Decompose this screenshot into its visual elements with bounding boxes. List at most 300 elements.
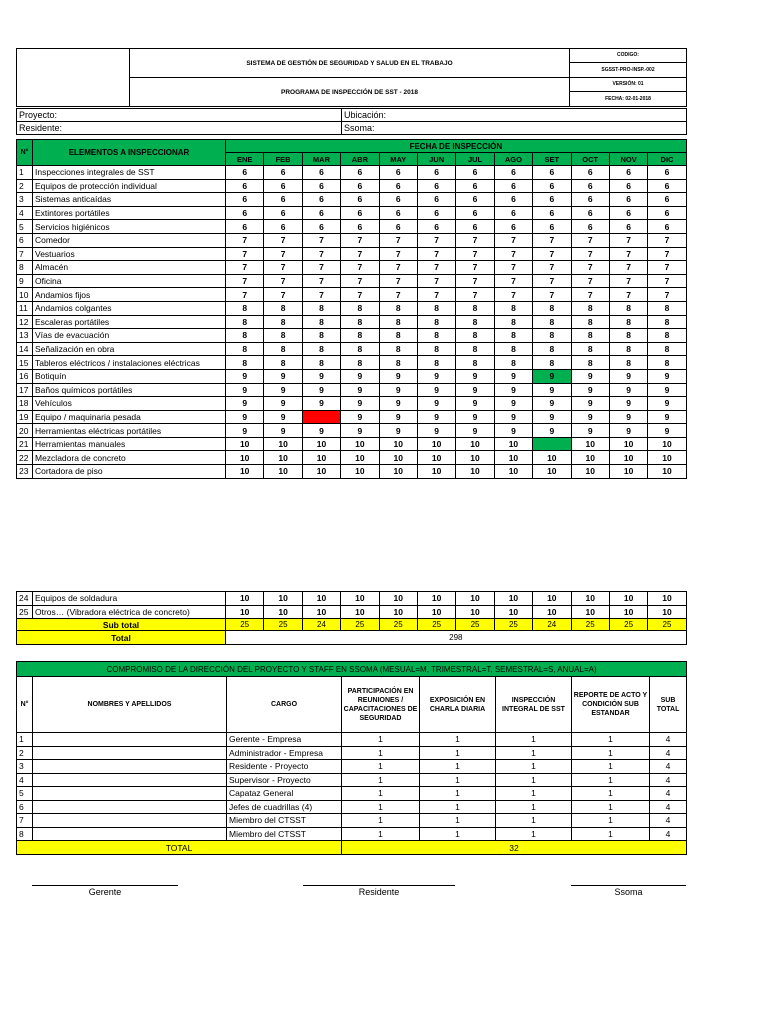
month-value: 8 — [226, 315, 264, 329]
month-value: 6 — [533, 206, 571, 220]
month-value: 6 — [302, 206, 340, 220]
inspection-row — [17, 220, 687, 234]
inspection-row — [17, 233, 687, 247]
subtotal-value: 24 — [533, 619, 571, 631]
month-value: 7 — [571, 261, 609, 275]
month-value: 6 — [379, 179, 417, 193]
commitment-total-row — [17, 841, 687, 855]
month-value: 7 — [341, 288, 379, 302]
month-value: 8 — [456, 356, 494, 370]
month-value: 6 — [417, 166, 455, 180]
month-value: 9 — [609, 369, 647, 383]
month-value: 10 — [341, 592, 379, 606]
month-value: 7 — [302, 247, 340, 261]
month-value: 6 — [609, 206, 647, 220]
commitment-value: 1 — [342, 814, 420, 828]
month-value: 10 — [226, 605, 264, 619]
month-value: 9 — [379, 410, 417, 424]
element-name: Almacén — [33, 261, 226, 275]
month-value: 8 — [264, 301, 302, 315]
col-date-header: FECHA DE INSPECCIÓN — [226, 140, 687, 153]
month-value: 9 — [341, 410, 379, 424]
month-value: 10 — [648, 451, 686, 465]
inspection-row — [17, 301, 687, 315]
month-value: 7 — [571, 233, 609, 247]
cargo-cell: Miembro del CTSST — [227, 827, 342, 841]
commitment-value: 1 — [342, 733, 420, 747]
month-value: 9 — [494, 383, 532, 397]
inspection-row — [17, 315, 687, 329]
month-value: 10 — [494, 465, 532, 479]
month-value: 9 — [264, 424, 302, 438]
month-value: 10 — [571, 592, 609, 606]
month-value: 8 — [379, 329, 417, 343]
month-value: 7 — [533, 247, 571, 261]
row-number: 2 — [17, 179, 33, 193]
element-name: Mezcladora de concreto — [33, 451, 226, 465]
month-value: 10 — [648, 605, 686, 619]
row-number: 6 — [17, 233, 33, 247]
inspection-row — [17, 465, 687, 479]
month-value: 6 — [648, 179, 686, 193]
month-value: 9 — [379, 397, 417, 411]
inspection-row — [17, 356, 687, 370]
month-value: 8 — [533, 342, 571, 356]
col-inspection-header: INSPECCIÓN INTEGRAL DE SST — [496, 677, 572, 733]
row-number: 20 — [17, 424, 33, 438]
month-value: 9 — [571, 383, 609, 397]
commitment-value: 1 — [342, 746, 420, 760]
row-number: 14 — [17, 342, 33, 356]
month-value: 7 — [648, 288, 686, 302]
month-value: 9 — [533, 369, 571, 383]
month-value: 9 — [571, 424, 609, 438]
month-value: 7 — [226, 288, 264, 302]
month-value: 7 — [379, 247, 417, 261]
row-number: 22 — [17, 451, 33, 465]
month-value: 6 — [341, 166, 379, 180]
name-cell — [33, 827, 227, 841]
element-name: Sistemas anticaídas — [33, 193, 226, 207]
commitment-value: 1 — [496, 760, 572, 774]
name-cell — [33, 773, 227, 787]
fecha-label: FECHA: 02-01-2018 — [605, 96, 651, 102]
month-value: 6 — [302, 193, 340, 207]
month-value: 6 — [533, 193, 571, 207]
name-cell — [33, 800, 227, 814]
row-number: 2 — [17, 746, 33, 760]
commitment-value: 1 — [572, 746, 650, 760]
month-value: 8 — [417, 356, 455, 370]
commitment-value: 1 — [420, 733, 496, 747]
row-number: 25 — [17, 605, 33, 619]
month-header: NOV — [609, 153, 647, 166]
month-value: 9 — [341, 369, 379, 383]
codigo-value: SGSST-PRO-INSP.-002 — [601, 67, 655, 73]
month-value: 7 — [494, 261, 532, 275]
month-value: 9 — [379, 369, 417, 383]
month-value: 7 — [417, 233, 455, 247]
element-name: Herramientas eléctricas portátiles — [33, 424, 226, 438]
commitment-row — [17, 773, 687, 787]
month-value: 6 — [648, 220, 686, 234]
month-value: 9 — [494, 410, 532, 424]
row-number: 18 — [17, 397, 33, 411]
month-value: 6 — [571, 206, 609, 220]
month-value: 9 — [648, 397, 686, 411]
month-header: SET — [533, 153, 571, 166]
month-value: 8 — [571, 342, 609, 356]
commitment-row — [17, 787, 687, 801]
element-name: Servicios higiénicos — [33, 220, 226, 234]
month-value: 10 — [302, 592, 340, 606]
month-value: 9 — [456, 383, 494, 397]
month-value: 7 — [302, 274, 340, 288]
col-no-header: N° — [17, 140, 33, 166]
element-name: Andamios fijos — [33, 288, 226, 302]
row-number: 9 — [17, 274, 33, 288]
col-report-header: REPORTE DE ACTO Y CONDICIÓN SUB ESTANDAR — [572, 677, 650, 733]
month-value: 10 — [494, 592, 532, 606]
element-name: Otros… (Vibradora eléctrica de concreto) — [33, 605, 226, 619]
inspection-row — [17, 397, 687, 411]
element-name: Escaleras portátiles — [33, 315, 226, 329]
month-value: 9 — [417, 397, 455, 411]
inspection-row — [17, 193, 687, 207]
commitment-value: 4 — [650, 773, 687, 787]
month-value: 10 — [609, 451, 647, 465]
month-value: 8 — [456, 301, 494, 315]
month-value: 10 — [379, 465, 417, 479]
month-value: 6 — [264, 179, 302, 193]
inspection-row — [17, 451, 687, 465]
month-value: 6 — [264, 166, 302, 180]
month-value: 10 — [571, 437, 609, 451]
month-value: 9 — [226, 369, 264, 383]
subtotal-value: 25 — [417, 619, 455, 631]
month-value: 6 — [494, 206, 532, 220]
month-value: 6 — [494, 220, 532, 234]
month-value: 7 — [379, 261, 417, 275]
month-value: 6 — [456, 220, 494, 234]
row-number: 3 — [17, 760, 33, 774]
month-value: 6 — [417, 206, 455, 220]
element-name: Baños químicos portátiles — [33, 383, 226, 397]
element-name: Herramientas manuales — [33, 437, 226, 451]
month-value: 7 — [417, 247, 455, 261]
commitment-title: COMPROMISO DE LA DIRECCIÓN DEL PROYECTO Y STAFF EN SSOMA (MESUAL=M, TRIMESTRAL=T, SEMESTRAL=S, ANUAL=A) — [17, 662, 687, 677]
month-value: 7 — [302, 261, 340, 275]
month-value: 10 — [609, 465, 647, 479]
element-name: Andamios colgantes — [33, 301, 226, 315]
month-value: 6 — [264, 220, 302, 234]
month-value: 10 — [341, 451, 379, 465]
month-value: 6 — [341, 193, 379, 207]
month-value: 8 — [226, 301, 264, 315]
month-value: 6 — [264, 193, 302, 207]
month-value: 10 — [417, 592, 455, 606]
commitment-value: 1 — [496, 733, 572, 747]
month-value: 7 — [494, 288, 532, 302]
month-value: 7 — [379, 288, 417, 302]
month-value: 8 — [456, 329, 494, 343]
month-value: 8 — [456, 342, 494, 356]
inspection-row — [17, 247, 687, 261]
month-value: 9 — [609, 397, 647, 411]
commitment-row — [17, 814, 687, 828]
month-value: 8 — [226, 329, 264, 343]
element-name: Inspecciones integrales de SST — [33, 166, 226, 180]
month-value: 7 — [494, 247, 532, 261]
month-value: 9 — [533, 383, 571, 397]
row-number: 4 — [17, 773, 33, 787]
month-value: 10 — [379, 437, 417, 451]
month-value: 9 — [264, 397, 302, 411]
month-value: 6 — [609, 220, 647, 234]
month-value: 8 — [648, 329, 686, 343]
month-value: 7 — [533, 261, 571, 275]
month-value: 7 — [571, 247, 609, 261]
month-value: 8 — [226, 342, 264, 356]
commitment-value: 1 — [496, 787, 572, 801]
commitment-value: 1 — [572, 733, 650, 747]
month-value: 8 — [609, 342, 647, 356]
month-value: 6 — [226, 206, 264, 220]
month-value: 8 — [533, 315, 571, 329]
month-value: 7 — [226, 233, 264, 247]
month-value: 8 — [533, 301, 571, 315]
month-value: 10 — [533, 592, 571, 606]
month-value: 8 — [417, 342, 455, 356]
month-value: 10 — [264, 592, 302, 606]
month-value: 9 — [417, 410, 455, 424]
month-value: 8 — [302, 329, 340, 343]
month-value: 10 — [417, 437, 455, 451]
commitment-value: 4 — [650, 814, 687, 828]
col-subtotal-header: SUB TOTAL — [650, 677, 687, 733]
month-value: 10 — [571, 605, 609, 619]
month-value: 9 — [456, 424, 494, 438]
row-number: 16 — [17, 369, 33, 383]
month-value: 10 — [226, 465, 264, 479]
month-value: 8 — [456, 315, 494, 329]
month-value: 10 — [533, 605, 571, 619]
subtotal-value: 25 — [494, 619, 532, 631]
month-value: 10 — [226, 437, 264, 451]
row-number: 10 — [17, 288, 33, 302]
month-value: 8 — [302, 315, 340, 329]
month-value: 9 — [302, 369, 340, 383]
month-value: 10 — [302, 605, 340, 619]
month-value: 10 — [302, 451, 340, 465]
subtotal-label: Sub total — [17, 619, 226, 631]
commitment-value: 4 — [650, 746, 687, 760]
month-value: 7 — [456, 247, 494, 261]
subtotal-value: 25 — [648, 619, 686, 631]
month-value: 9 — [494, 397, 532, 411]
month-value: 6 — [648, 193, 686, 207]
element-name: Equipo / maquinaria pesada — [33, 410, 226, 424]
month-value: 6 — [571, 179, 609, 193]
month-value: 7 — [226, 274, 264, 288]
inspection-row — [17, 369, 687, 383]
cargo-cell: Supervisor - Proyecto — [227, 773, 342, 787]
month-value: 8 — [264, 315, 302, 329]
month-value: 6 — [341, 179, 379, 193]
month-value: 8 — [494, 329, 532, 343]
month-value: 7 — [571, 274, 609, 288]
month-value: 7 — [264, 247, 302, 261]
month-value: 8 — [417, 329, 455, 343]
month-value: 6 — [417, 220, 455, 234]
month-value: 6 — [456, 193, 494, 207]
month-value: 10 — [533, 465, 571, 479]
month-value: 7 — [264, 233, 302, 247]
element-name: Señalización en obra — [33, 342, 226, 356]
commitment-value: 1 — [496, 800, 572, 814]
element-name: Oficina — [33, 274, 226, 288]
subtotal-value: 25 — [226, 619, 264, 631]
month-value: 7 — [341, 274, 379, 288]
signature-ssoma: Ssoma — [571, 885, 686, 897]
month-value: 10 — [417, 605, 455, 619]
month-value: 8 — [264, 342, 302, 356]
month-value: 10 — [302, 465, 340, 479]
month-value: 7 — [609, 274, 647, 288]
col-no-header: N° — [17, 677, 33, 733]
name-cell — [33, 746, 227, 760]
month-value: 9 — [341, 424, 379, 438]
month-value: 7 — [456, 261, 494, 275]
month-value: 10 — [264, 465, 302, 479]
row-number: 5 — [17, 787, 33, 801]
month-value: 7 — [456, 274, 494, 288]
month-value: 6 — [533, 179, 571, 193]
commitment-value: 1 — [342, 800, 420, 814]
month-value: 8 — [533, 329, 571, 343]
month-value: 6 — [379, 166, 417, 180]
month-value: 9 — [571, 397, 609, 411]
element-name: Extintores portátiles — [33, 206, 226, 220]
month-value: 6 — [379, 193, 417, 207]
subtotal-value: 25 — [609, 619, 647, 631]
month-value: 8 — [571, 329, 609, 343]
month-value: 9 — [456, 397, 494, 411]
month-value: 8 — [648, 301, 686, 315]
month-value: 10 — [341, 437, 379, 451]
month-value: 8 — [226, 356, 264, 370]
month-value: 10 — [264, 451, 302, 465]
month-value: 6 — [571, 166, 609, 180]
inspection-row — [17, 424, 687, 438]
month-value: 8 — [341, 301, 379, 315]
element-name: Vías de evacuación — [33, 329, 226, 343]
month-value: 9 — [571, 369, 609, 383]
document-header — [16, 48, 687, 107]
col-exposition-header: EXPOSICIÓN EN CHARLA DIARIA — [420, 677, 496, 733]
row-number: 11 — [17, 301, 33, 315]
total-label: Total — [17, 631, 226, 645]
cargo-cell: Residente - Proyecto — [227, 760, 342, 774]
row-number: 1 — [17, 733, 33, 747]
month-value: 10 — [417, 465, 455, 479]
month-value: 9 — [609, 424, 647, 438]
month-value: 10 — [609, 592, 647, 606]
element-name: Vehículos — [33, 397, 226, 411]
month-value: 8 — [341, 329, 379, 343]
row-number: 24 — [17, 592, 33, 606]
month-value: 7 — [417, 274, 455, 288]
inspection-row — [17, 437, 687, 451]
month-value: 9 — [456, 369, 494, 383]
month-value: 6 — [456, 179, 494, 193]
inspection-row — [17, 261, 687, 275]
month-value: 10 — [494, 451, 532, 465]
month-value: 9 — [226, 410, 264, 424]
month-value: 7 — [648, 261, 686, 275]
month-value: 9 — [226, 383, 264, 397]
month-value: 8 — [302, 301, 340, 315]
month-value: 9 — [648, 369, 686, 383]
inspection-row — [17, 605, 687, 619]
inspection-row — [17, 410, 687, 424]
month-value: 6 — [571, 193, 609, 207]
month-value: 8 — [264, 356, 302, 370]
month-value: 10 — [609, 437, 647, 451]
month-value: 8 — [648, 315, 686, 329]
commitment-value: 1 — [420, 787, 496, 801]
month-value: 6 — [417, 193, 455, 207]
inspection-row — [17, 329, 687, 343]
month-value: 7 — [648, 247, 686, 261]
commitment-value: 1 — [572, 787, 650, 801]
month-value: 6 — [609, 193, 647, 207]
month-value: 9 — [648, 383, 686, 397]
month-value: 8 — [533, 356, 571, 370]
element-name: Equipos de protección individual — [33, 179, 226, 193]
commitment-value: 4 — [650, 733, 687, 747]
month-value: 9 — [533, 397, 571, 411]
row-number: 19 — [17, 410, 33, 424]
inspection-row — [17, 206, 687, 220]
month-value: 7 — [648, 233, 686, 247]
month-header: FEB — [264, 153, 302, 166]
month-header: MAY — [379, 153, 417, 166]
month-header: ENE — [226, 153, 264, 166]
commitment-value: 1 — [420, 814, 496, 828]
commitment-value: 4 — [650, 760, 687, 774]
subtotal-value: 25 — [379, 619, 417, 631]
row-number: 13 — [17, 329, 33, 343]
month-value: 8 — [494, 342, 532, 356]
month-value: 7 — [226, 247, 264, 261]
month-value: 10 — [571, 451, 609, 465]
month-value: 8 — [571, 356, 609, 370]
month-value: 8 — [341, 342, 379, 356]
month-value: 6 — [494, 166, 532, 180]
row-number: 4 — [17, 206, 33, 220]
commitment-value: 1 — [420, 800, 496, 814]
month-value: 6 — [571, 220, 609, 234]
month-value: 8 — [379, 356, 417, 370]
residente-label: Residente: — [17, 122, 342, 135]
row-number: 15 — [17, 356, 33, 370]
month-value: 7 — [264, 274, 302, 288]
month-value: 6 — [226, 220, 264, 234]
subtotal-value: 25 — [571, 619, 609, 631]
month-value: 10 — [648, 437, 686, 451]
month-value: 7 — [609, 233, 647, 247]
